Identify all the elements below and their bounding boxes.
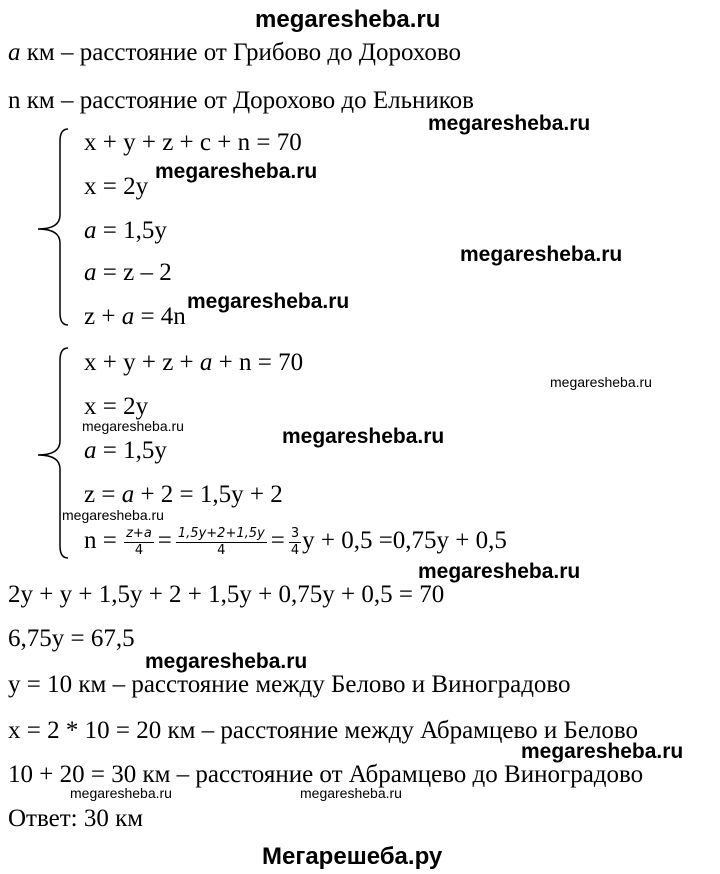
header-site: megaresheba.ru <box>255 6 441 33</box>
var-a: a <box>121 481 135 508</box>
system2-line1 <box>84 348 303 378</box>
system1-line1: x + y + z + c + n = 70 <box>84 129 302 156</box>
solution-eq4: x = 2 * 10 = 20 км – расстояние между Абрамцево и Белово <box>8 717 639 744</box>
fraction-2-numerator: 1,5y+2+1,5y <box>177 526 265 541</box>
var-a: a <box>84 217 97 244</box>
solution-eq5: 10 + 20 = 30 км – расстояние от Абрамцево до Виноградово <box>8 761 644 788</box>
system2-line4-pre: z = <box>84 481 122 508</box>
var-a: a <box>121 303 135 330</box>
system2-line5-end: y + 0,5 =0,75y + 0,5 <box>302 527 507 555</box>
var-a: a <box>84 437 97 464</box>
system1-line5-pre: z + <box>84 303 122 330</box>
watermark: megaresheba.ru <box>282 425 445 448</box>
system2-line3 <box>84 436 167 466</box>
fraction-3-numerator: 3 <box>290 526 300 541</box>
system2-line1-post: + n = 70 <box>212 349 304 376</box>
system2-line5 <box>84 526 507 559</box>
watermark: megaresheba.ru <box>155 160 318 183</box>
system2-line5-start: n = <box>84 527 124 555</box>
watermark: megaresheba.ru <box>62 507 164 523</box>
system1-line4 <box>84 258 172 288</box>
system1-brace <box>34 127 74 327</box>
footer-site: Мегарешеба.ру <box>262 843 443 870</box>
var-a: a <box>8 39 21 66</box>
fraction-3 <box>289 526 301 559</box>
var-a: a <box>199 349 213 376</box>
watermark: megaresheba.ru <box>70 785 172 801</box>
system2-line3-text: = 1,5y <box>96 437 167 464</box>
system1-line5 <box>84 302 186 332</box>
system2-brace <box>34 346 74 560</box>
watermark: megaresheba.ru <box>82 418 184 434</box>
watermark: megaresheba.ru <box>428 112 591 135</box>
var-a: a <box>84 259 97 286</box>
equals-sign: = <box>157 527 172 555</box>
system1-line2: x = 2y <box>84 173 149 200</box>
watermark: megaresheba.ru <box>145 650 308 673</box>
fraction-2-denominator: 4 <box>217 543 226 558</box>
watermark: megaresheba.ru <box>187 290 350 313</box>
system2-line4-post: + 2 = 1,5y + 2 <box>134 481 283 508</box>
system2-line2: x = 2y <box>84 393 149 420</box>
fraction-1-numerator: z+a <box>126 526 152 541</box>
watermark: megaresheba.ru <box>550 374 652 390</box>
system2-line4 <box>84 480 283 510</box>
watermark: megaresheba.ru <box>418 560 581 583</box>
system1-line3-text: = 1,5y <box>96 217 167 244</box>
definition-a-text: км – расстояние от Грибово до Дорохово <box>20 39 462 66</box>
definition-a <box>8 38 461 68</box>
solution-eq3: y = 10 км – расстояние между Белово и Виноградово <box>8 671 571 698</box>
fraction-2 <box>176 526 267 559</box>
answer: Ответ: 30 км <box>8 805 144 832</box>
equals-sign: = <box>270 527 285 555</box>
watermark: megaresheba.ru <box>460 243 623 266</box>
fraction-3-denominator: 4 <box>290 543 300 558</box>
fraction-1-denominator: 4 <box>134 543 144 558</box>
system2-line1-pre: x + y + z + <box>84 349 200 376</box>
fraction-1 <box>124 526 154 559</box>
watermark: megaresheba.ru <box>300 785 402 801</box>
system1-line5-post: = 4n <box>134 303 186 330</box>
definition-n: n км – расстояние от Дорохово до Ельников <box>8 87 474 114</box>
system1-line3 <box>84 216 167 246</box>
system1-line4-text: = z – 2 <box>96 259 172 286</box>
solution-eq1: 2y + y + 1,5y + 2 + 1,5y + 0,75y + 0,5 = 70 <box>8 581 445 608</box>
watermark: megaresheba.ru <box>521 740 684 763</box>
solution-eq2: 6,75y = 67,5 <box>8 625 135 652</box>
